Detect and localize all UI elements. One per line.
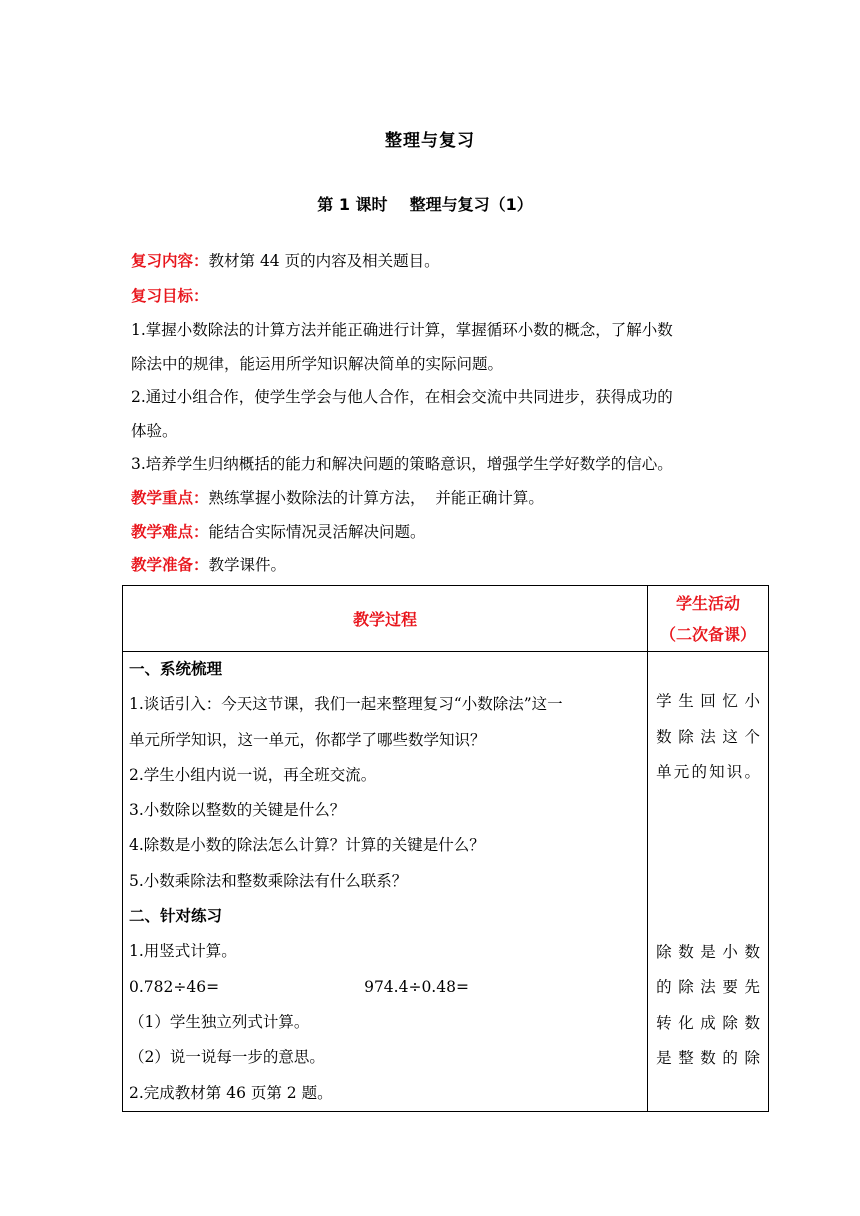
section-heading: 一、系统梳理 [129,660,223,678]
activity-line: 单 元 的 知 识 。 [656,763,760,781]
goal-line: 1.掌握小数除法的计算方法并能正确进行计算，掌握循环小数的概念，了解小数 [131,321,673,339]
key-point-text: 熟练掌握小数除法的计算方法， 并能正确计算。 [208,489,544,507]
activity-cell [648,652,769,1112]
process-line: （1）学生独立列式计算。 [129,1012,310,1031]
preparation-label: 教学准备： [131,556,209,574]
preparation-line [131,553,286,575]
activity-line: 学 生 回 忆 小 [656,692,760,710]
activity-line: 的 除 法 要 先 [656,978,760,996]
process-line: （2）说一说每一步的意思。 [129,1048,325,1067]
preparation-text: 教学课件。 [208,556,287,574]
review-goals-label: 复习目标： [131,287,209,305]
review-content-label: 复习内容： [131,252,209,270]
activity-line: 转 化 成 除 数 [656,1013,760,1032]
activity-line: 除 数 是 小 数 [656,942,760,961]
goal-line: 体验。 [131,422,178,440]
process-line: 2.学生小组内说一说，再全班交流。 [129,765,377,784]
process-cell [123,652,648,1112]
table-header-activity [648,586,769,652]
process-line: 1.用竖式计算。 [129,942,237,961]
process-line: 1.谈话引入：今天这节课，我们一起来整理复习“小数除法”这一 [129,695,563,714]
header-activity-label: 学生活动 [676,593,741,613]
process-line: 4.除数是小数的除法怎么计算？计算的关键是什么？ [129,836,485,855]
lesson-subtitle [0,192,850,215]
process-line: 2.完成教材第 46 页第 2 题。 [129,1083,333,1102]
difficulty-text: 能结合实际情况灵活解决问题。 [208,523,426,541]
goal-line: 2.通过小组合作，使学生学会与他人合作，在相会交流中共同进步，获得成功的 [131,388,673,406]
header-activity-note: （二次备课） [660,624,757,644]
header-process-label: 教学过程 [353,610,418,629]
activity-line: 数 除 法 这 个 [656,727,760,746]
goal-line: 3.培养学生归纳概括的能力和解决问题的策略意识，增强学生学好数学的信心。 [131,455,673,473]
section-heading: 二、针对练习 [129,907,223,926]
lesson-table [122,585,769,1112]
key-point-label: 教学重点： [131,489,209,507]
difficulty-line [131,520,426,542]
process-line: 3.小数除以整数的关键是什么？ [129,801,346,820]
goal-line: 除法中的规律，能运用所学知识解决简单的实际问题。 [131,355,504,373]
key-point-line [131,486,544,508]
activity-line: 是 整 数 的 除 [656,1049,760,1067]
review-content-line [131,249,440,271]
lesson-topic: 整理与复习（1） [409,195,533,214]
exercise-line [129,970,641,1005]
lesson-number: 第 1 课时 [317,195,388,214]
review-goals-line [131,284,209,306]
process-line: 5.小数乘除法和整数乘除法有什么联系？ [129,871,408,890]
table-header-process [123,586,648,652]
exercise-2: 974.4÷0.48= [364,977,469,996]
page-title: 整理与复习 [385,131,475,151]
process-line: 单元所学知识，这一单元，你都学了哪些数学知识？ [129,730,486,749]
exercise-1: 0.782÷46= [129,977,220,996]
difficulty-label: 教学难点： [131,523,209,541]
review-content-text: 教材第 44 页的内容及相关题目。 [208,252,440,270]
